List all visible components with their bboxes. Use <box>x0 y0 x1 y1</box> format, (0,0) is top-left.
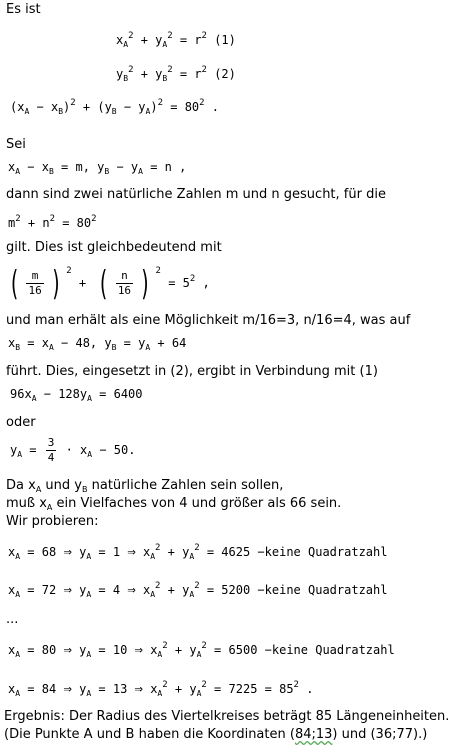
try-row: $x_A = 72$ ⇒ $y_A = 4$ ⇒ $x_A^2 + y_A^2 = 5200$ −keine Quadratzahl <box>8 581 388 599</box>
fraction-m: $\frac{m}{16}$ <box>28 269 42 297</box>
da-text: Da $x_A$ und $y_B$ natürliche Zahlen sein sollen, <box>6 478 284 494</box>
equation-ya: $y_A$ = $\frac{3}{4}$ · $x_A - 50$. <box>10 436 136 464</box>
coordinate-a: 84;13 <box>294 727 333 742</box>
equation-mn-def: $x_A - x_B = m$, $y_B - y_A = n$ , <box>8 160 187 176</box>
equation-1-label: (1) <box>214 33 236 47</box>
ergebnis-text: Ergebnis: Der Radius des Viertelkreises beträgt 85 Längeneinheiten. <box>4 709 450 724</box>
punkte-text: (Die Punkte A und B haben die Koordinaten (84;13) und (36;77).) <box>4 727 428 742</box>
equation-distance: $(x_A - x_B)^2 + (y_B - y_A)^2 = 80^2$ . <box>10 98 220 116</box>
wir-text: Wir probieren: <box>6 514 99 529</box>
und-man-text: und man erhält als eine Möglichkeit m/16=3, n/16=4, was auf <box>6 313 411 328</box>
sei-text: Sei <box>6 137 26 152</box>
try-row: $x_A = 84$ ⇒ $y_A = 13$ ⇒ $x_A^2 + y_A^2 = 7225 = 85^2$ . <box>8 680 314 698</box>
gilt-text: gilt. Dies ist gleichbedeutend mit <box>6 240 222 255</box>
equation-linear: $96x_A - 128y_A = 6400$ <box>10 387 143 403</box>
fraction-n: $\frac{n}{16}$ <box>117 269 132 297</box>
mn-rhs: = 80 <box>62 216 92 230</box>
m-value: m <box>75 160 83 174</box>
equation-2-label: (2) <box>214 67 236 81</box>
ellipsis: ... <box>6 612 19 627</box>
muss-text: muß $x_A$ ein Vielfaches von 4 und größer als 66 sein. <box>6 496 342 512</box>
oder-text: oder <box>6 415 36 430</box>
try-row: $x_A = 80$ ⇒ $y_A = 10$ ⇒ $x_A^2 + y_A^2 = 6500$ −keine Quadratzahl <box>8 641 395 659</box>
fraction-3-4: $\frac{3}{4}$ <box>47 436 55 464</box>
equation-mn-square: $m^2 + n^2 = 80^2$ <box>8 214 97 230</box>
intro-text: Es ist <box>6 2 41 17</box>
equation-2: $y_B^2 + y_B^2 = r^2$ (2) <box>116 65 236 83</box>
dann-text: dann sind zwei natürliche Zahlen m und n gesucht, für die <box>6 187 386 202</box>
equation-xb-yb: $x_B = x_A - 48$, $y_B = y_A + 64$ <box>8 336 187 352</box>
equation-fraction: ( $\frac{m}{16}$ ) $^2$ + ( $\frac{n}{16}$ ) $^2 = 5^2$ , <box>8 263 210 304</box>
try-row: $x_A = 68$ ⇒ $y_A = 1$ ⇒ $x_A^2 + y_A^2 = 4625$ −keine Quadratzahl <box>8 543 388 561</box>
distance-rhs: = 80 <box>170 100 200 114</box>
fuehrt-text: führt. Dies, eingesetzt in (2), ergibt in Verbindung mit (1) <box>6 364 378 379</box>
equation-1: $x_A^2 + y_A^2 = r^2$ (1) <box>116 31 236 49</box>
n-value: n , <box>164 160 187 174</box>
fraction-rhs: = 5 <box>168 276 190 290</box>
